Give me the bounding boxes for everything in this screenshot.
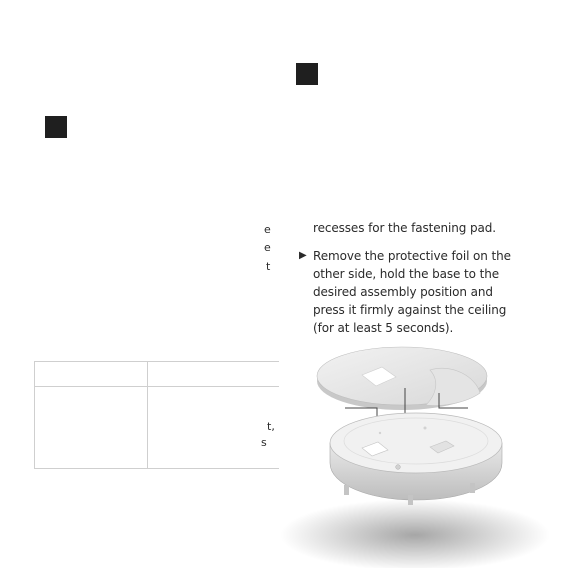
table-bottom-border [35,468,279,469]
info-table [34,361,279,469]
table-cell-fragment: s [261,436,267,449]
step-marker-square [296,63,318,85]
cut-off-text-fragment: t [266,260,271,273]
drop-shadow [280,499,550,568]
continuation-text: recesses for the fastening pad. [313,221,497,235]
mounting-illustration [280,335,568,568]
fastening-pad [317,347,487,410]
table-column-divider [147,362,148,468]
table-row-divider [35,386,279,387]
step-marker-square [45,116,67,138]
step-text [313,219,533,237]
cut-off-text-fragment: e [264,241,271,254]
mounting-base [330,413,502,505]
bullet-text: Remove the protective foil on the other side, hold the base to the desired assembly position and press it firmly against the ceiling (for at least 5 seconds). [313,249,511,335]
table-cell-fragment: t, [267,420,275,433]
bullet-arrow-icon: ▶ [299,250,307,261]
cut-off-text-fragment: e [264,223,271,236]
